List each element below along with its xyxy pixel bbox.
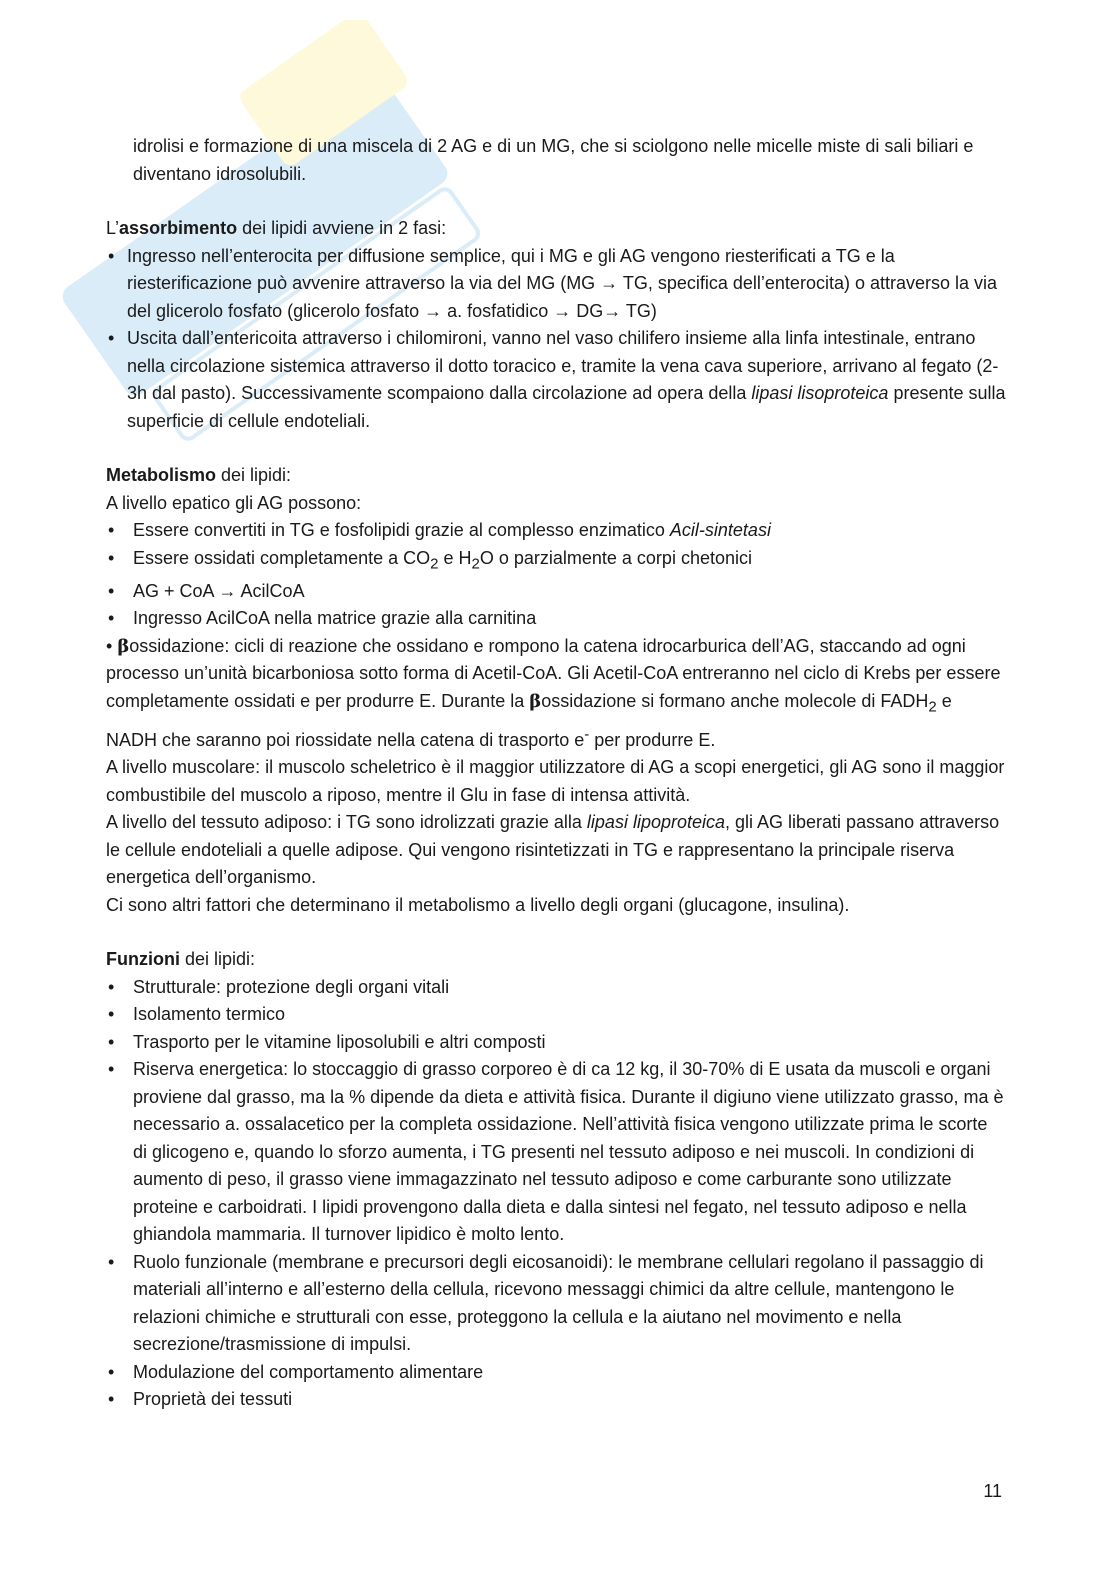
paragraph-text: e NADH che saranno poi riossidate nella catena di trasporto e [106, 690, 952, 750]
subscript: 2 [928, 698, 937, 716]
page-content [106, 133, 1006, 1414]
superscript: - [584, 725, 590, 743]
list-item: • Modulazione del comportamento alimentare [106, 1359, 1006, 1387]
paragraph-text: , gli AG liberati passano attraverso le cellule endoteliali a quelle adipose. Qui vengono risintetizzati in TG e rappresentano la principale riserva energetica dell’organismo. [106, 812, 1000, 888]
beta-symbol: β [117, 635, 130, 657]
funzioni-list [106, 974, 1006, 1414]
list-item: • Ingresso nell’enterocita per diffusione semplice, qui i MG e gli AG vengono riesterificati a TG e la riesterificazione può avvenire attraverso la via del MG (MG → TG, specifica dell’enterocita) o attraverso la via del glicerolo fosfato (glicerolo fosfato → a. fosfatidico → DG→ TG) [106, 243, 1006, 326]
item-italic: lipasi lisoproteica [751, 383, 889, 403]
bullet-icon: • [106, 635, 118, 656]
page-number: 11 [983, 1481, 1002, 1501]
item-text: Uscita dall’entericoita attraverso i chilomironi, vanno nel vaso chilifero insieme alla linfa intestinale, entrano nella circolazione sistemica attraverso il dotto toracico e, tramite la vena cava superiore, arrivano al fegato (2-3h dal pasto). Successivamente scompaiono dalla circolazione ad opera della [127, 328, 999, 403]
list-item: • Ruolo funzionale (membrane e precursori degli eicosanoidi): le membrane cellulari regolano il passaggio di materiali all’interno e all’esterno della cellula, ricevono messaggi chimici da altre cellule, mantengono le relazioni chimiche e strutturali con esse, proteggono la cellula e la aiutano nel movimento e nella secrezione/trasmissione di impulsi. [106, 1249, 1006, 1359]
assorbimento-heading [106, 215, 1006, 243]
list-item: • Trasporto per le vitamine liposolubili e altri composti [106, 1029, 1006, 1057]
subscript: 2 [471, 555, 480, 573]
list-item [106, 545, 1006, 578]
heading-prefix: L’ [106, 218, 120, 238]
beta-symbol: β [529, 690, 542, 712]
heading-rest: dei lipidi: [216, 465, 292, 485]
heading-bold: Funzioni [106, 949, 180, 970]
heading-bold: Metabolismo [106, 465, 217, 485]
paragraph-text: ossidazione: cicli di reazione che ossidano e rompono la catena idrocarburica dell’AG, staccando ad ogni processo un’unità bicarboniosa sotto forma di Acetil-CoA. Gli Acetil-CoA entreranno nel ciclo di Krebs per essere completamente ossidati e per produrre E. Durante la [106, 635, 1001, 711]
heading-bold: assorbimento [119, 218, 238, 238]
beta-ossidazione-paragraph [106, 633, 1006, 755]
altri-fattori-paragraph: Ci sono altri fattori che determinano il metabolismo a livello degli organi (glucagone, insulina). [106, 894, 850, 915]
subscript: 2 [430, 555, 439, 573]
intro-paragraph: idrolisi e formazione di una miscela di 2 AG e di un MG, che si sciolgono nelle micelle miste di sali biliari e diventano idrosolubili. [133, 136, 974, 184]
paragraph-text: ossidazione si formano anche molecole di FADH [541, 690, 929, 711]
item-text: e H [438, 547, 472, 568]
item-text: presente sulla superficie di cellule endoteliali. [127, 383, 1006, 431]
list-item: • Riserva energetica: lo stoccaggio di grasso corporeo è di ca 12 kg, il 30-70% di E usata da muscoli e organi proviene dal grasso, ma la % dipende da dieta e attività fisica. Durante il digiuno viene utilizzato grasso, ma è necessario a. ossalacetico per la completa ossidazione. Nell’attività fisica vengono utilizzate prima le scorte di glicogeno e, quando lo sforzo aumenta, i TG presenti nel tessuto adiposo e nei muscoli. In condizioni di aumento di peso, il grasso viene immagazzinato nel tessuto adiposo e come carburante sono utilizzate proteine e carboidrati. I lipidi provengono dalla dieta e dalla sintesi nel fegato, nel tessuto adiposo e nella ghiandola mammaria. Il turnover lipidico è molto lento. [106, 1056, 1006, 1249]
epatico-line: A livello epatico gli AG possono: [106, 492, 362, 513]
item-text: Essere convertiti in TG e fosfolipidi grazie al complesso enzimatico [133, 520, 670, 540]
metabolismo-list [106, 517, 1006, 633]
metabolismo-heading [106, 462, 1006, 490]
list-item [106, 325, 1006, 435]
list-item: • Isolamento termico [106, 1001, 1006, 1029]
list-item: • Proprietà dei tessuti [106, 1386, 1006, 1414]
heading-rest: dei lipidi avviene in 2 fasi: [237, 218, 447, 238]
paragraph-italic: lipasi lipoproteica [586, 812, 725, 833]
list-item: • AG + CoA → AcilCoA [106, 578, 1006, 606]
item-italic: Acil-sintetasi [669, 520, 771, 540]
item-text: Essere ossidati completamente a CO [133, 547, 431, 568]
list-item: • Ingresso AcilCoA nella matrice grazie alla carnitina [106, 605, 1006, 633]
adiposo-paragraph [106, 809, 1006, 892]
paragraph-text: A livello del tessuto adiposo: i TG sono idrolizzati grazie alla [106, 812, 587, 833]
muscolare-paragraph: A livello muscolare: il muscolo scheletrico è il maggior utilizzatore di AG a scopi energetici, gli AG sono il maggior combustibile del muscolo a riposo, mentre il Glu in fase di intensa attività. [106, 757, 1005, 805]
list-item [106, 517, 1006, 545]
heading-rest: dei lipidi: [179, 949, 256, 970]
list-item: • Strutturale: protezione degli organi vitali [106, 974, 1006, 1002]
paragraph-text: per produrre E. [589, 729, 716, 750]
item-text: O o parzialmente a corpi chetonici [479, 547, 752, 568]
funzioni-heading [106, 946, 1006, 974]
assorbimento-list [106, 243, 1006, 436]
